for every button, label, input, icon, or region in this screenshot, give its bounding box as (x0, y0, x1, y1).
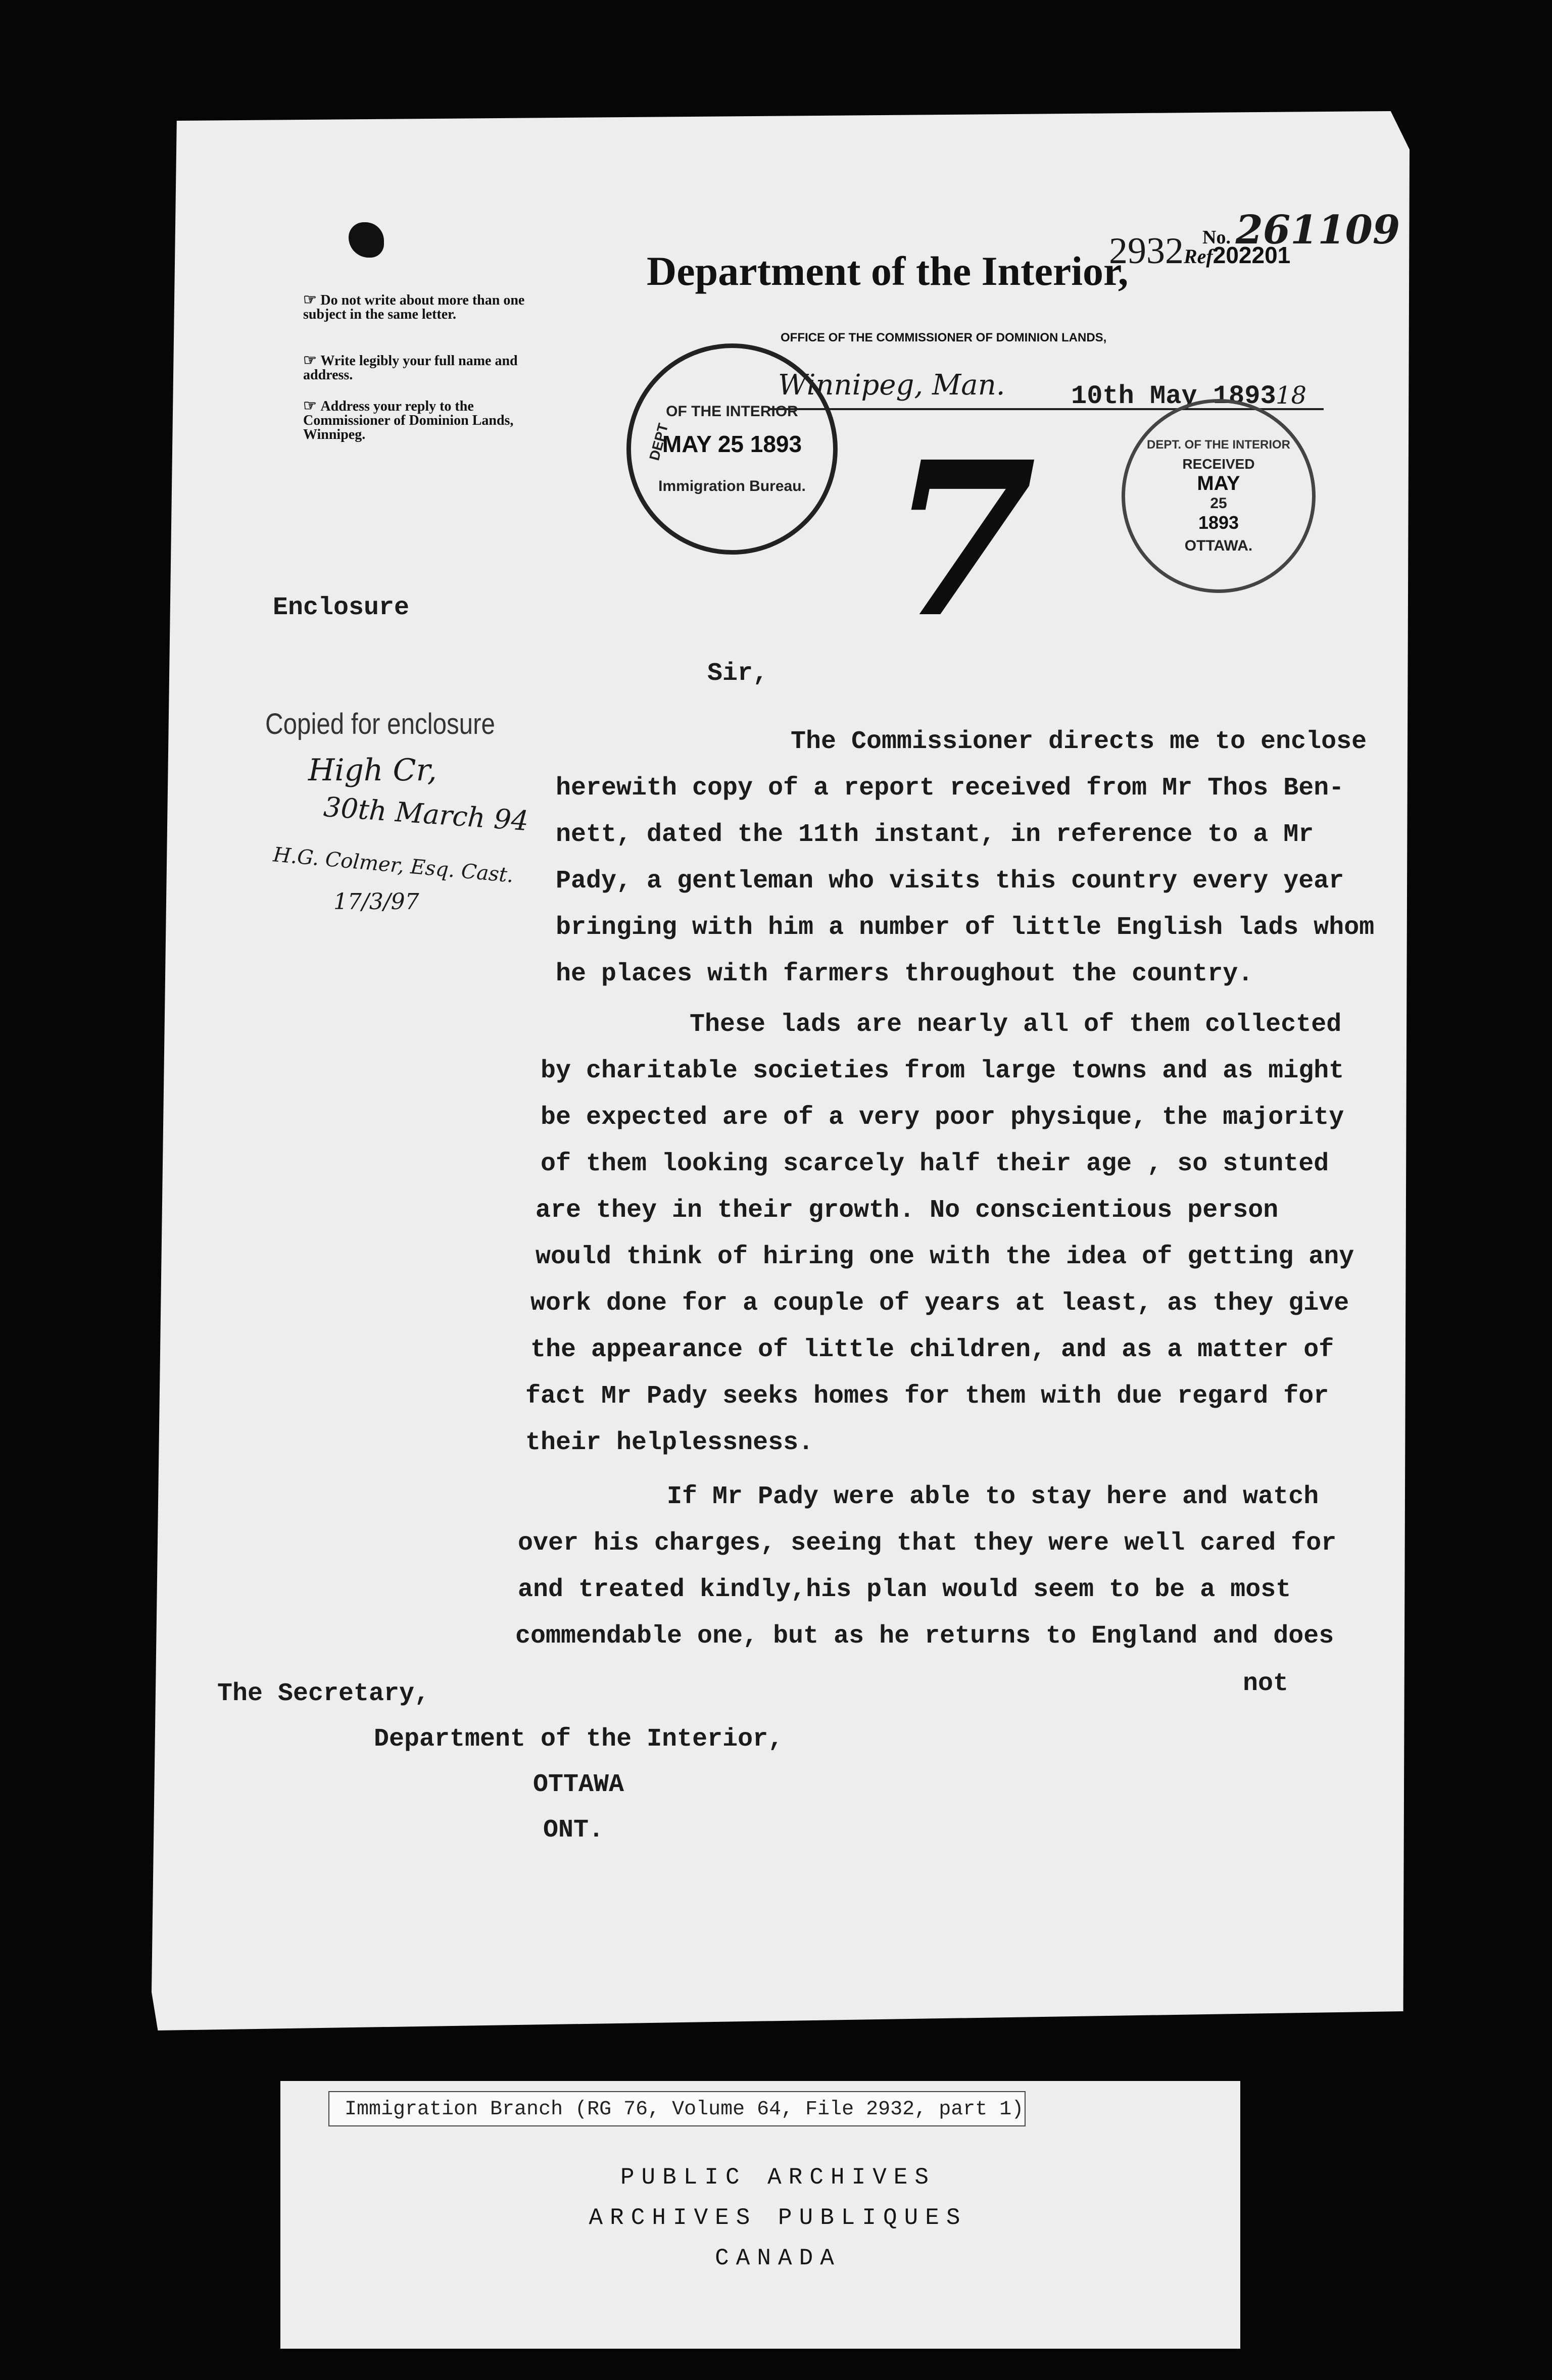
margin-note-3: H.G. Colmer, Esq. Cast. (272, 843, 515, 887)
margin-note-2: 30th March 94 (322, 790, 530, 837)
body-line: If Mr Pady were able to stay here and watch (667, 1482, 1319, 1511)
address-recipient: The Secretary, (217, 1679, 430, 1708)
ottawa-stamp-year: 1893 (1198, 512, 1239, 533)
pointing-hand-icon: ☞ (303, 291, 321, 308)
body-line: herewith copy of a report received from Mr Thos Ben- (556, 774, 1344, 803)
body-line: over his charges, seeing that they were well cared for (518, 1529, 1337, 1558)
address-province: ONT. (543, 1816, 604, 1845)
ottawa-stamp-month: MAY (1197, 472, 1240, 494)
margin-note-4: 17/3/97 (333, 889, 419, 915)
body-line: be expected are of a very poor physique, the majority (541, 1103, 1344, 1132)
stamp-bottom-text: Immigration Bureau. (658, 478, 806, 494)
margin-note-1: High Cr, (308, 753, 437, 788)
body-line: These lads are nearly all of them collected (690, 1010, 1342, 1039)
body-line: fact Mr Pady seeks homes for them with due regard for (525, 1382, 1329, 1411)
ref-number: 2932 (1109, 230, 1184, 272)
letterhead-office: OFFICE OF THE COMMISSIONER OF DOMINION LANDS, (781, 331, 1107, 344)
stamp-date: MAY 25 1893 (662, 431, 802, 457)
archive-line-1: PUBLIC ARCHIVES (620, 2164, 936, 2191)
notice-2: ☞ Write legibly your full name and address. (303, 352, 518, 383)
file-number-prefix: No. (1202, 227, 1231, 248)
body-line: by charitable societies from large towns and as might (541, 1057, 1344, 1085)
body-line: are they in their growth. No conscientious person (536, 1196, 1279, 1225)
stamp-left-text: DEPT (646, 421, 671, 462)
body-line: the appearance of little children, and as a matter of (530, 1335, 1334, 1364)
letter-date: 10th May 1893 (1071, 381, 1276, 411)
ottawa-received-stamp (1122, 399, 1316, 593)
body-line: not (1243, 1669, 1289, 1698)
body-line: he places with farmers throughout the country. (556, 960, 1253, 988)
ottawa-stamp-day: 25 (1210, 494, 1227, 512)
ottawa-stamp-top: DEPT. OF THE INTERIOR (1146, 437, 1290, 452)
salutation: Sir, (707, 659, 768, 688)
archive-reference: Immigration Branch (RG 76, Volume 64, File 2932, part 1) (328, 2091, 1026, 2126)
ref-line (1109, 230, 1290, 273)
place-handwritten: Winnipeg, Man. (778, 369, 1005, 402)
body-line: commendable one, but as he returns to England and does (515, 1622, 1334, 1651)
pointing-hand-icon: ☞ (303, 352, 321, 369)
body-line: work done for a couple of years at least, as they give (530, 1289, 1349, 1318)
address-department: Department of the Interior, (374, 1725, 784, 1754)
enclosure-label: Enclosure (273, 593, 410, 622)
body-line: nett, dated the 11th instant, in reference to a Mr (556, 820, 1314, 849)
ref-prefix: Ref (1184, 245, 1213, 268)
ottawa-stamp-received: RECEIVED (1182, 456, 1255, 472)
body-line: bringing with him a number of little English lads whom (556, 913, 1375, 942)
archive-line-3: CANADA (715, 2245, 841, 2271)
immigration-bureau-stamp (626, 343, 838, 555)
date-suffix: 18 (1276, 381, 1307, 410)
address-city: OTTAWA (533, 1770, 624, 1799)
file-number-value: 261109 (1235, 207, 1400, 253)
handwritten-number-seven: 7 (889, 416, 1037, 665)
body-line: their helplessness. (525, 1428, 814, 1457)
notice-1: ☞ Do not write about more than one subject in the same letter. (303, 291, 525, 322)
letterhead-title: Department of the Interior, (647, 248, 1129, 294)
body-line: and treated kindly,his plan would seem to be a most (518, 1575, 1291, 1604)
stamp-top-text: OF THE INTERIOR (666, 403, 798, 420)
body-line: of them looking scarcely half their age , so stunted (541, 1150, 1329, 1178)
copied-stamp: Copied for enclosure (265, 708, 495, 740)
pointing-hand-icon: ☞ (303, 398, 321, 414)
notice-3: ☞ Address your reply to the Commissioner of Dominion Lands, Winnipeg. (303, 398, 514, 442)
ottawa-stamp-bottom: OTTAWA. (1184, 537, 1253, 554)
ref-value: 202201 (1212, 242, 1291, 268)
body-line: Pady, a gentleman who visits this country every year (556, 867, 1344, 896)
body-line: would think of hiring one with the idea of getting any (536, 1243, 1354, 1271)
body-line: The Commissioner directs me to enclose (791, 727, 1367, 756)
archive-line-2: ARCHIVES PUBLIQUES (589, 2205, 967, 2231)
